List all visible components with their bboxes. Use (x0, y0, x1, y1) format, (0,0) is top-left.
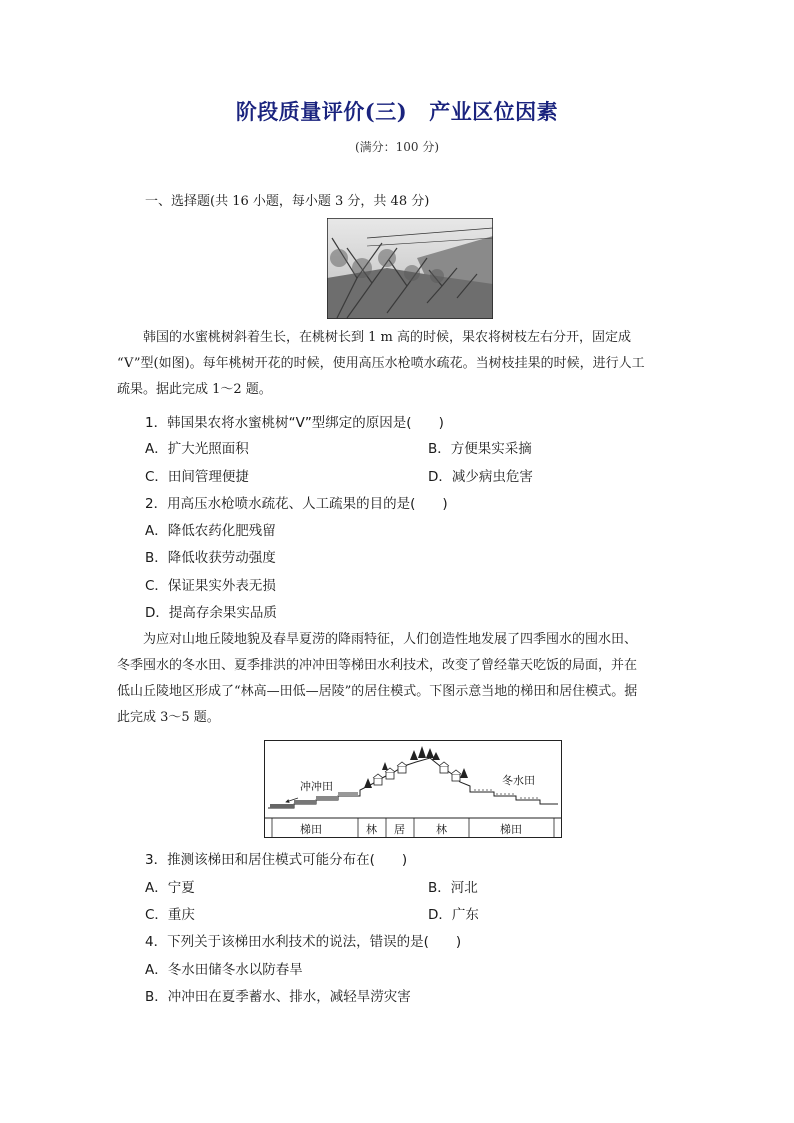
passage-2-line-1: 为应对山地丘陵地貌及春旱夏涝的降雨特征，人们创造性地发展了四季囤水的囤水田、 (143, 632, 638, 647)
q2-option-d[interactable]: D．提高存余果实品质 (145, 605, 277, 621)
peach-orchard-photo (327, 218, 493, 319)
bottom-label-residence: 居 (394, 823, 405, 836)
q4-option-b[interactable]: B．冲冲田在夏季蓄水、排水，减轻旱涝灾害 (145, 989, 411, 1005)
q1-option-d[interactable]: D．减少病虫危害 (428, 469, 533, 485)
question-3-stem: 3．推测该梯田和居住模式可能分布在( ) (145, 852, 408, 868)
q3-option-d[interactable]: D．广东 (428, 907, 479, 923)
q1-option-c[interactable]: C．田间管理便捷 (145, 469, 249, 485)
section-heading: 一、选择题(共 16 小题，每小题 3 分，共 48 分) (145, 194, 430, 209)
q1-option-b[interactable]: B．方便果实采摘 (428, 441, 532, 457)
q2-option-a[interactable]: A．降低农药化肥残留 (145, 523, 276, 539)
passage-1 (117, 325, 677, 403)
bottom-label-terrace-left: 梯田 (300, 823, 322, 836)
passage-2-line-3: 低山丘陵地区形成了“林高—田低—居陵”的居住模式。下图示意当地的梯田和居住模式。据 (117, 684, 638, 699)
question-2-stem: 2．用高压水枪喷水疏花、人工疏果的目的是( ) (145, 496, 448, 512)
passage-1-line-2: “V”型(如图)。每年桃树开花的时候，使用高压水枪喷水疏花。当树枝挂果的时候，进行人工 (117, 356, 645, 371)
passage-2-line-4: 此完成 3～5 题。 (117, 710, 220, 725)
passage-1-line-3: 疏果。据此完成 1～2 题。 (117, 382, 272, 397)
passage-1-line-1: 韩国的水蜜桃树斜着生长，在桃树长到 1 m 高的时候，果农将树枝左右分开，固定成 (143, 330, 631, 345)
question-1-stem: 1．韩国果农将水蜜桃树“V”型绑定的原因是( ) (145, 415, 444, 431)
bottom-label-terrace-right: 梯田 (500, 823, 522, 836)
title-part1: 阶段质量评价(三) (235, 99, 408, 124)
passage-2-line-2: 冬季囤水的冬水田、夏季排洪的冲冲田等梯田水利技术，改变了曾经靠天吃饭的局面，并在 (117, 658, 638, 673)
label-dongshuitian: 冬水田 (502, 774, 535, 787)
label-chongchongtian: 冲冲田 (300, 780, 333, 793)
q2-option-b[interactable]: B．降低收获劳动强度 (145, 550, 276, 566)
score-note: (满分：100 分) (354, 140, 440, 154)
page-title (0, 96, 794, 126)
q2-option-c[interactable]: C．保证果实外表无损 (145, 578, 276, 594)
q4-option-a[interactable]: A．冬水田储冬水以防春旱 (145, 962, 303, 978)
title-part2: 产业区位因素 (429, 99, 559, 124)
terrace-settlement-diagram (264, 740, 562, 838)
question-4-stem: 4．下列关于该梯田水利技术的说法，错误的是( ) (145, 934, 462, 950)
q3-option-a[interactable]: A．宁夏 (145, 880, 195, 896)
q1-option-a[interactable]: A．扩大光照面积 (145, 441, 249, 457)
q3-option-b[interactable]: B．河北 (428, 880, 478, 896)
bottom-label-forest-left: 林 (366, 823, 377, 836)
bottom-label-forest-right: 林 (436, 823, 447, 836)
q3-option-c[interactable]: C．重庆 (145, 907, 195, 923)
passage-2 (117, 627, 677, 731)
